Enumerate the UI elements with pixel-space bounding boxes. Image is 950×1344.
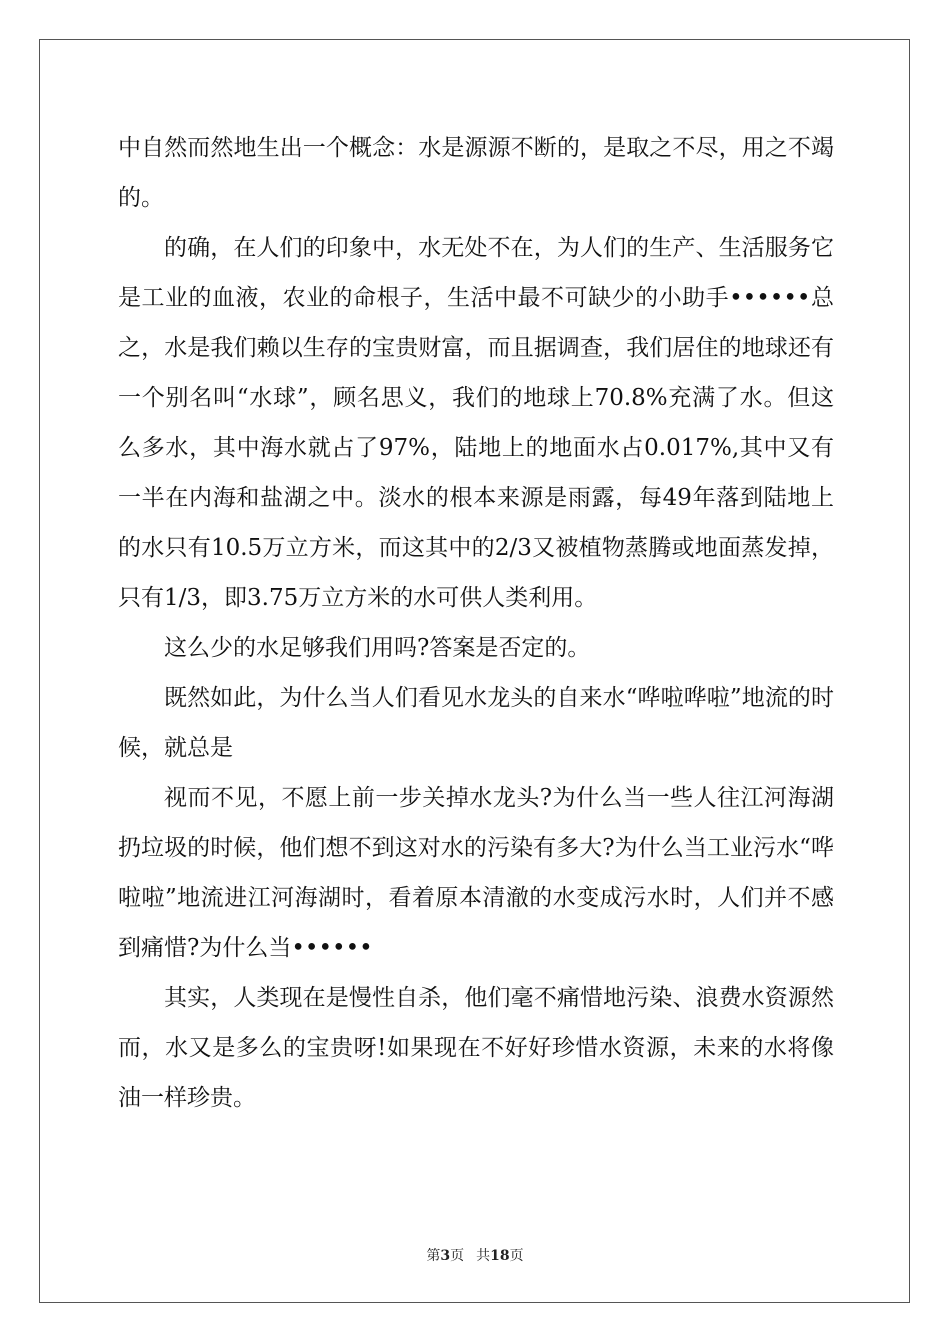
total-suffix: 页: [509, 1248, 524, 1264]
page-footer: [0, 1246, 950, 1266]
paragraph-2: 的确，在人们的印象中，水无处不在，为人们的生产、生活服务它是工业的血液，农业的命根子，生活中最不可缺少的小助手••••••总之，水是我们赖以生存的宝贵财富，而且据调查，我们居住的地球还有一个别名叫“水球”，顾名思义，我们的地球上70.8%充满了水。但这么多水，其中海水就占了97%，陆地上的地面水占0.017%,其中又有一半在内海和盐湖之中。淡水的根本来源是雨露，每49年落到陆地上的水只有10.5万立方米，而这其中的2/3又被植物蒸腾或地面蒸发掉，只有1/3，即3.75万立方米的水可供人类利用。: [118, 235, 834, 611]
page-total: 18: [490, 1248, 510, 1264]
document-body: [118, 123, 834, 1123]
page-current: 3: [440, 1248, 451, 1264]
paragraph-5: 视而不见，不愿上前一步关掉水龙头?为什么当一些人往江河海湖扔垃圾的时候，他们想不到这对水的污染有多大?为什么当工业污水“哗啦啦”地流进江河海湖时，看着原本清澈的水变成污水时，人们并不感到痛惜?为什么当••••••: [118, 785, 834, 961]
page-suffix: 页: [450, 1248, 465, 1264]
paragraph-6: 其实，人类现在是慢性自杀，他们毫不痛惜地污染、浪费水资源然而，水又是多么的宝贵呀!如果现在不好好珍惜水资源，未来的水将像油一样珍贵。: [118, 985, 834, 1111]
total-prefix: 共: [476, 1248, 491, 1264]
paragraph-4: 既然如此，为什么当人们看见水龙头的自来水“哗啦哗啦”地流的时候，就总是: [118, 685, 834, 761]
paragraph-3: 这么少的水足够我们用吗?答案是否定的。: [164, 635, 591, 661]
paragraph-1: 中自然而然地生出一个概念：水是源源不断的，是取之不尽，用之不竭的。: [118, 135, 834, 211]
page-prefix: 第: [426, 1248, 441, 1264]
